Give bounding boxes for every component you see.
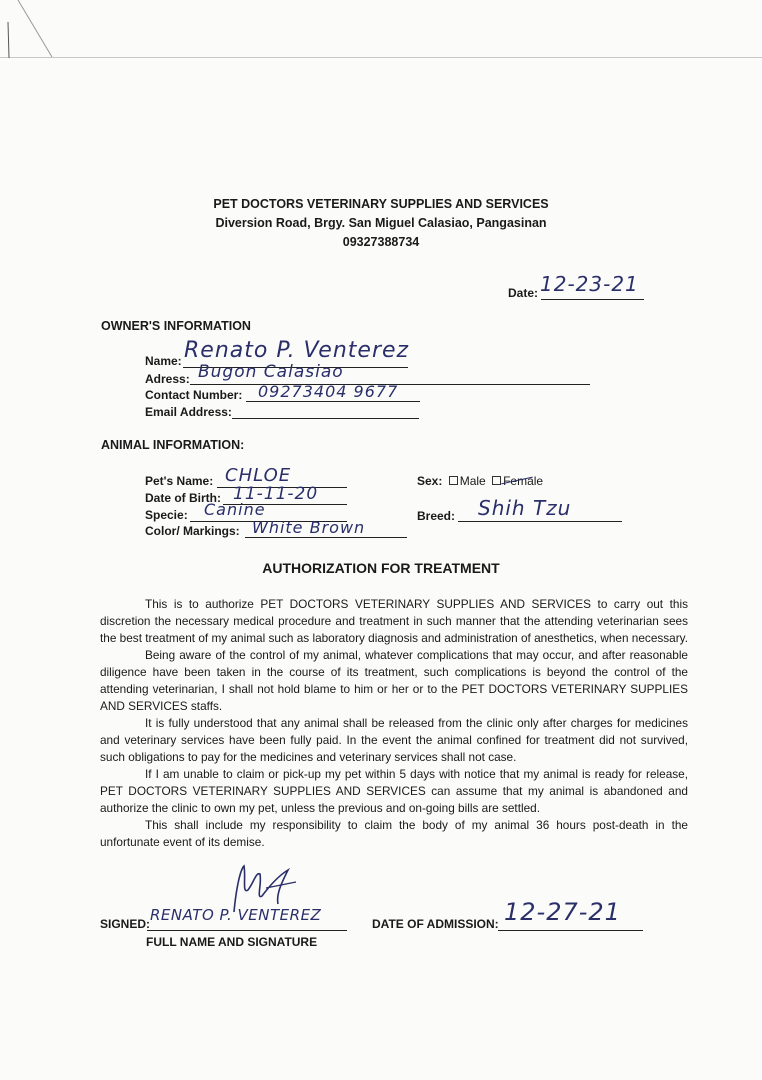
owner-contact-underline <box>246 401 420 402</box>
pet-name-value: CHLOE <box>225 465 292 486</box>
signed-name-value: RENATO P. VENTEREZ <box>150 906 322 924</box>
business-address: Diversion Road, Brgy. San Miguel Calasiao, Pangasinan <box>215 216 547 230</box>
sex-female-checkbox <box>492 476 501 485</box>
authorization-paragraph: This shall include my responsibility to claim the body of my animal 36 hours post-death in the unfortunate event of its demise. <box>100 818 688 849</box>
authorization-paragraph: If I am unable to claim or pick-up my pet within 5 days with notice that my animal is ready for release, PET DOCTORS VETERINARY SUPPLIES AND SERVICES can assume that my animal is abandoned and authorize the clinic to own my pet, unless the previous and on-going bills are settled. <box>100 767 688 815</box>
specie-value: Canine <box>204 500 266 519</box>
owner-email-label: Email Address: <box>145 405 232 419</box>
color-markings-value: White Brown <box>252 518 366 537</box>
scan-edge-line <box>0 57 762 58</box>
color-markings-underline <box>245 537 407 538</box>
sex-field <box>417 474 543 488</box>
owner-address-label: Adress: <box>145 372 190 386</box>
sex-male-option: Male <box>459 474 486 488</box>
owner-contact-value: 09273404 9677 <box>258 382 399 401</box>
signed-label: SIGNED: <box>100 917 151 931</box>
admission-date-value: 12-27-21 <box>504 898 621 926</box>
date-label: Date: <box>508 286 539 300</box>
authorization-paragraph: This is to authorize PET DOCTORS VETERINARY SUPPLIES AND SERVICES to carry out this discretion the necessary medical procedure and treatment in such manner that the attending veterinarian sees the best treatment of my animal such as laboratory diagnosis and administration of anesthetics, when necessary. <box>100 597 688 645</box>
scan-corner-mark <box>0 0 60 60</box>
authorization-title: AUTHORIZATION FOR TREATMENT <box>262 560 500 576</box>
dob-value: 11-11-20 <box>233 484 319 504</box>
authorization-paragraph: It is fully understood that any animal shall be released from the clinic only after charges for medicines and veterinary services have been fully paid. In the event the animal confined for treatment did not survived, such obligations to pay for the medicines and veterinary services shall not case. <box>100 716 688 764</box>
owner-email-underline <box>232 418 419 419</box>
dob-label: Date of Birth: <box>145 491 221 505</box>
color-markings-label: Color/ Markings: <box>145 524 240 538</box>
signature-caption: FULL NAME AND SIGNATURE <box>146 935 318 949</box>
sex-label: Sex: <box>417 474 443 488</box>
sex-female-option: Female <box>503 474 544 488</box>
date-underline <box>541 299 644 300</box>
date-value: 12-23-21 <box>540 272 639 296</box>
business-phone: 09327388734 <box>342 235 420 249</box>
owner-info-heading: OWNER'S INFORMATION <box>101 319 251 333</box>
owner-contact-label: Contact Number: <box>145 388 243 402</box>
business-name: PET DOCTORS VETERINARY SUPPLIES AND SERVICES <box>213 197 549 211</box>
breed-label: Breed: <box>417 509 456 523</box>
owner-name-value: Renato P. Venterez <box>184 338 410 363</box>
owner-name-label: Name: <box>145 354 182 368</box>
pet-name-label: Pet's Name: <box>145 474 214 488</box>
admission-date-underline <box>498 930 643 931</box>
admission-date-label: DATE OF ADMISSION: <box>372 917 499 931</box>
sex-male-checkbox <box>449 476 458 485</box>
signed-underline <box>147 930 347 931</box>
authorization-paragraph: Being aware of the control of my animal, whatever complications that may occur, and after reasonable diligence have been taken in the course of its treatment, such complications is beyond the control of the attending veterinarian, I shall not hold blame to him or her or to the PET DOCTORS VETERINARY SUPPLIES AND SERVICES staffs. <box>100 648 688 713</box>
animal-info-heading: ANIMAL INFORMATION: <box>101 438 245 452</box>
breed-underline <box>458 521 622 522</box>
breed-value: Shih Tzu <box>478 496 572 520</box>
authorization-body <box>100 596 688 851</box>
owner-address-value: Bugon Calasiao <box>198 362 344 382</box>
specie-label: Specie: <box>145 508 188 522</box>
